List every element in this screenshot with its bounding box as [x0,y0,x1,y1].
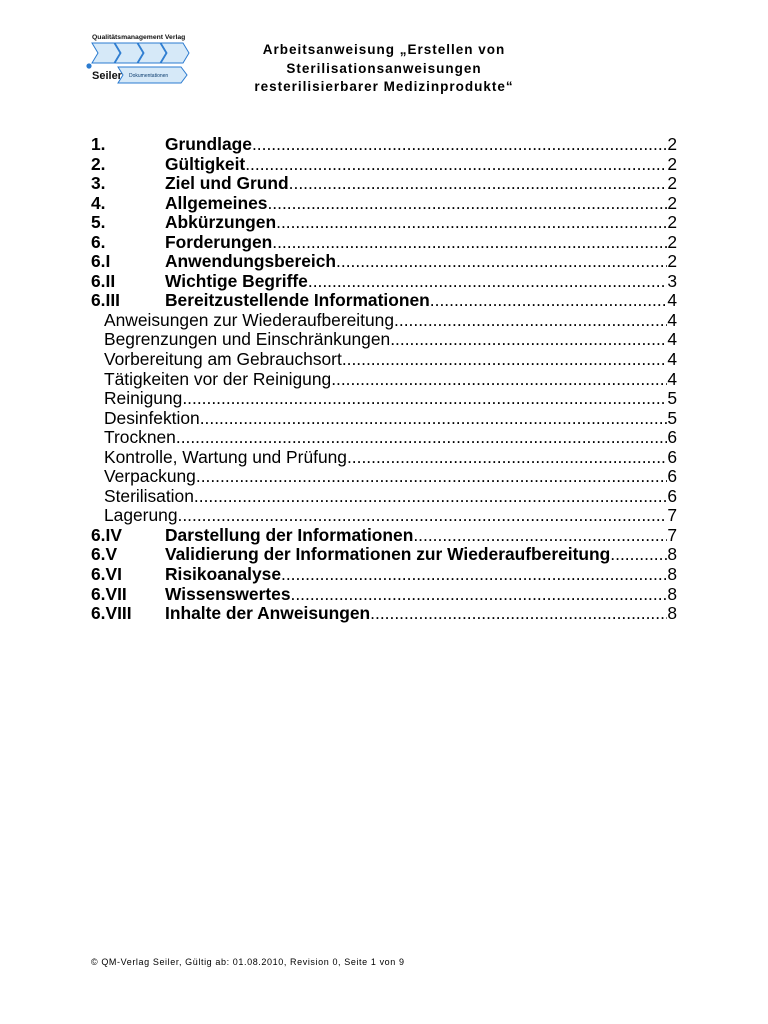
toc-subentry-page: 6 [667,446,677,467]
toc-subentry-page: 6 [667,466,677,487]
document-title [0,41,768,97]
toc-entry-page: 8 [667,564,677,585]
toc-entry[interactable] [91,213,677,233]
toc-entry[interactable] [91,252,677,272]
toc-entry[interactable] [91,233,677,253]
toc-subentry-title: Lagerung [104,505,178,526]
toc-subentry[interactable] [91,330,677,350]
toc-entry[interactable] [91,545,677,565]
toc-subentry[interactable] [91,389,677,409]
dot-leader [390,330,667,350]
toc-entry-number: 6. [91,231,106,252]
toc-subentry-title: Kontrolle, Wartung und Prüfung [104,446,347,467]
document-title-line: Arbeitsanweisung „Erstellen von [262,42,506,57]
dot-leader [178,506,668,526]
dot-leader [610,545,667,565]
toc-entry-title: Allgemeines [165,192,268,213]
dot-leader [267,194,667,214]
toc-entry[interactable] [91,155,677,175]
toc-entry-page: 2 [667,231,677,252]
document-title-line: Sterilisationsanweisungen [286,60,482,76]
toc-subentry[interactable] [91,428,677,448]
toc-subentry[interactable] [91,467,677,487]
toc-entry-title: Anwendungsbereich [165,251,337,272]
toc-subentry-page: 4 [667,309,677,330]
dot-leader [342,350,668,370]
toc-subentry-page: 7 [667,505,677,526]
toc-entry-number: 6.III [91,290,120,311]
dot-leader [430,291,668,311]
toc-entry-number: 4. [91,192,106,213]
dot-leader [182,389,667,409]
dot-leader [200,409,668,429]
toc-entry-title: Validierung der Informationen zur Wiederaufbereitung [165,544,611,565]
toc-entry[interactable] [91,272,677,292]
toc-subentry[interactable] [91,350,677,370]
toc-entry-page: 7 [667,524,677,545]
toc-entry-title: Abkürzungen [165,212,277,233]
toc-entry-page: 2 [667,212,677,233]
toc-entry-page: 8 [667,583,677,604]
toc-entry-title: Inhalte der Anweisungen [165,603,371,624]
toc-subentry-title: Begrenzungen und Einschränkungen [104,329,391,350]
dot-leader [336,252,667,272]
toc-subentry-title: Desinfektion [104,407,200,428]
toc-entry-title: Ziel und Grund [165,173,289,194]
toc-entry-page: 3 [667,270,677,291]
toc-subentry-title: Trocknen [104,427,176,448]
logo-name: Seiler [92,70,122,82]
toc-entry[interactable] [91,135,677,155]
table-of-contents [91,135,677,624]
logo-banner-text: Dokumentationen [129,73,169,79]
toc-entry-title: Risikoanalyse [165,564,282,585]
toc-entry-number: 6.I [91,251,111,272]
toc-entry[interactable] [91,585,677,605]
document-title-line: resterilisierbarer Medizinprodukte“ [254,79,514,94]
dot-leader [291,585,668,605]
toc-entry-number: 6.V [91,544,118,565]
toc-entry[interactable] [91,194,677,214]
toc-entry-title: Forderungen [165,231,273,252]
dot-leader [289,174,668,194]
toc-entry-number: 1. [91,134,106,154]
toc-entry-title: Gültigkeit [165,153,246,174]
logo-top-text: Qualitätsmanagement Verlag [92,34,186,41]
dot-leader [413,526,667,546]
toc-entry-title: Bereitzustellende Informationen [165,290,430,311]
toc-entry-number: 6.II [91,270,116,291]
toc-subentry-title: Sterilisation [104,485,194,506]
toc-entry[interactable] [91,526,677,546]
toc-entry-page: 8 [667,603,677,624]
toc-subentry-title: Anweisungen zur Wiederaufbereitung [104,309,395,330]
toc-entry[interactable] [91,604,677,624]
dot-leader [276,213,667,233]
toc-entry-page: 2 [667,192,677,213]
toc-subentry-title: Vorbereitung am Gebrauchsort [104,349,342,370]
toc-subentry-page: 4 [667,349,677,370]
toc-subentry[interactable] [91,506,677,526]
toc-entry-title: Darstellung der Informationen [165,524,414,545]
toc-entry-title: Wichtige Begriffe [165,270,308,291]
toc-entry-title: Grundlage [165,134,252,154]
toc-entry-page: 4 [667,290,677,311]
dot-leader [394,311,667,331]
toc-subentry-page: 6 [667,427,677,448]
toc-subentry[interactable] [91,487,677,507]
toc-entry-number: 6.IV [91,524,122,545]
toc-entry-page: 2 [667,173,677,194]
toc-subentry-page: 6 [667,485,677,506]
toc-subentry-title: Verpackung [104,466,196,487]
toc-entry-number: 2. [91,153,106,174]
toc-entry[interactable] [91,174,677,194]
dot-leader [245,155,667,175]
dot-leader [196,467,667,487]
dot-leader [252,135,667,155]
toc-subentry-title: Reinigung [104,388,183,409]
dot-leader [347,448,667,468]
dot-leader [331,370,667,390]
toc-entry[interactable] [91,565,677,585]
dot-leader [281,565,667,585]
toc-subentry-page: 5 [667,388,677,409]
toc-subentry-page: 4 [667,368,677,389]
toc-subentry-title: Tätigkeiten vor der Reinigung [104,368,332,389]
toc-entry-page: 2 [667,251,677,272]
toc-subentry[interactable] [91,409,677,429]
toc-entry-number: 6.VII [91,583,127,604]
page-footer: © QM-Verlag Seiler, Gültig ab: 01.08.2010, Revision 0, Seite 1 von 9 [91,957,405,967]
dot-leader [176,428,667,448]
toc-entry[interactable] [91,291,677,311]
toc-entry-number: 6.VIII [91,603,132,624]
toc-subentry[interactable] [91,311,677,331]
dot-leader [272,233,667,253]
toc-entry-title: Wissenswertes [165,583,291,604]
dot-leader [194,487,667,507]
toc-subentry[interactable] [91,448,677,468]
toc-subentry-page: 5 [667,407,677,428]
toc-entry-number: 5. [91,212,106,233]
dot-leader [308,272,667,292]
toc-entry-page: 8 [667,544,677,565]
toc-entry-page: 2 [667,153,677,174]
toc-entry-number: 3. [91,173,106,194]
toc-subentry[interactable] [91,370,677,390]
toc-subentry-page: 4 [667,329,677,350]
dot-leader [370,604,667,624]
toc-entry-number: 6.VI [91,564,122,585]
toc-entry-page: 2 [667,134,677,154]
